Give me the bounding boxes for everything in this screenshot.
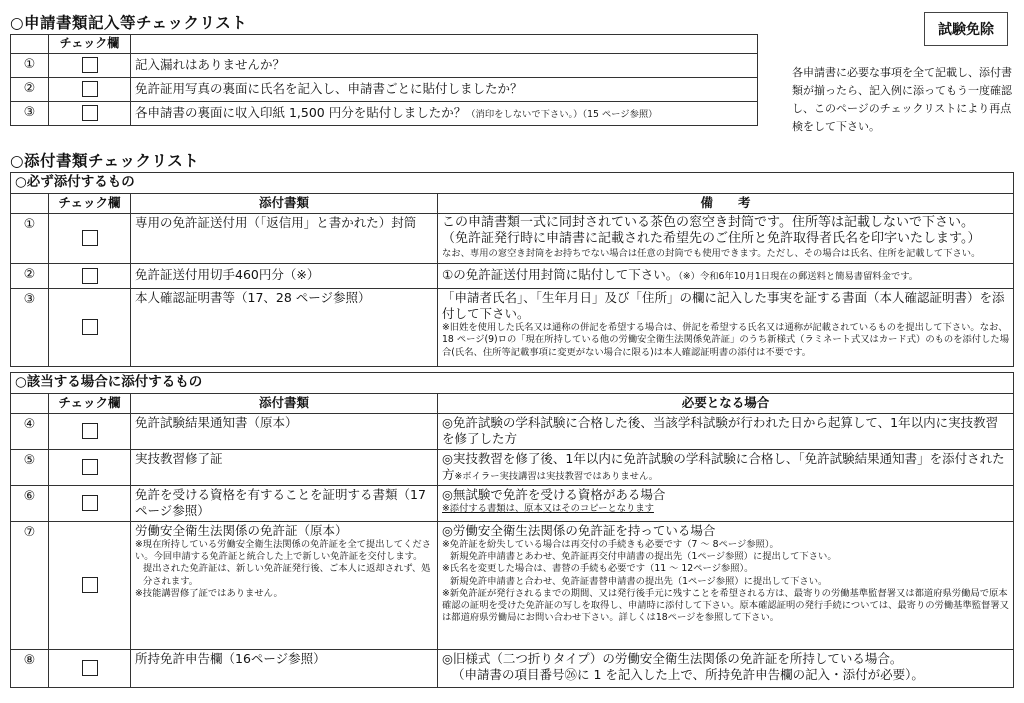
- row-number: ①: [11, 53, 49, 77]
- remark-small: ※旧姓を使用した氏名又は通称の併記を希望する場合は、併記を希望する氏名又は通称が記載されているものを提出して下さい。なお、18 ページ(9)ロの「現在所持している他の労働安全衛生法関係免許証」のうち新様式（ラミネート式又はカード式）のものを添付した場合(氏名、住所等記載事項に変更がない場合に限る)は本人確認証明書の添付は不要です。: [442, 322, 1009, 358]
- case-main: ◎実技教習を修了後、1年以内に免許試験の学科試験に合格し、「免許試験結果通知書」を添付された方: [442, 450, 1005, 482]
- checkbox[interactable]: [82, 423, 98, 439]
- check-column-header: チェック欄: [49, 35, 131, 54]
- remark-line2: （免許証発行時に申請書に記載された希望先のご住所と免許取得者氏名を印字いたします。）: [442, 231, 981, 247]
- table-row: [11, 101, 758, 125]
- document-name: 免許証送付用切手460円分（※）: [131, 263, 438, 288]
- check-column-header: チェック欄: [49, 193, 131, 213]
- remark-small: なお、専用の窓空き封筒をお持ちでない場合は任意の封筒でも使用できます。ただし、その場合は氏名、住所を記載して下さい。: [442, 248, 981, 260]
- document-name: 免許を受ける資格を有することを証明する書類（17ページ参照）: [131, 485, 438, 521]
- case-line2: （申請書の項目番号㉖に 1 を記入した上で、所持免許申告欄の記入・添付が必要）。: [452, 666, 924, 682]
- check-item-note: （消印をしないで下さい。）（15 ページ参照）: [466, 108, 658, 120]
- checkbox[interactable]: [82, 268, 98, 284]
- check-item-text: 記入漏れはありませんか？: [131, 53, 758, 77]
- remark-column-header: 備 考: [438, 193, 1014, 213]
- case-note: ※新免許証が発行されるまでの期間、又は発行後手元に残すことを希望される方は、最寄りの労働基準監督署又は都道府県労働局で原本確認の証明を受けた免許証の写しを取得し、申請時に添付して下さい。原本確認証明の発行手続については、最寄りの労働基準監督署又は都道府県労働局にお問い合わせ下さい。詳しくは18ページを参照して下さい。: [442, 587, 1009, 624]
- remark-main: 「申請者氏名」、「生年月日」及び「住所」の欄に記入した事実を証する書面（本人確認証明書）を添付して下さい。: [442, 289, 1005, 321]
- table-row: [11, 77, 758, 101]
- case-note: 新規免許申請書とあわせ、免許証再交付申請書の提出先（1ページ参照）に提出して下さい。: [450, 551, 837, 563]
- case-note: ※氏名を変更した場合は、書替の手続も必要です（11 ～ 12ページ参照）。: [442, 563, 754, 575]
- remark-main: ①の免許証送付用封筒に貼付して下さい。: [442, 267, 679, 283]
- checkbox[interactable]: [82, 57, 98, 73]
- case-small: ※ボイラー実技講習は実技教習ではありません。: [454, 470, 659, 482]
- table-row: [11, 263, 1014, 288]
- row-number: ②: [11, 263, 49, 288]
- table-row: [11, 449, 1014, 485]
- doc-note: 提出された免許証は、新しい免許証発行後、ご本人に返却されず、処分されます。: [143, 563, 431, 587]
- checkbox[interactable]: [82, 459, 98, 475]
- conditional-subtitle: ○該当する場合に添付するもの: [11, 373, 1014, 394]
- checkbox[interactable]: [82, 495, 98, 511]
- case-small: ※添付する書類は、原本又はそのコピーとなります: [442, 502, 654, 514]
- remark-small: （※）令和6年10月1日現在の郵送料と簡易書留料金です。: [678, 271, 919, 283]
- required-subtitle: ○必ず添付するもの: [11, 173, 1014, 194]
- case-main: ◎免許試験の学科試験に合格した後、当該学科試験が行われた日から起算して、1年以内に実技教習を修了した方: [438, 413, 1014, 449]
- table-row: [11, 649, 1014, 687]
- application-checklist-table: [10, 34, 758, 126]
- document-name: 実技教習修了証: [131, 449, 438, 485]
- row-number: ⑦: [11, 521, 49, 649]
- case-note: 新規免許申請書と合わせ、免許証書替申請書の提出先（1ページ参照）に提出して下さい。: [450, 575, 828, 587]
- exam-exemption-badge: 試験免除: [924, 12, 1008, 46]
- case-main: ◎旧様式（二つ折りタイプ）の労働安全衛生法関係の免許証を所持している場合。: [442, 650, 903, 666]
- row-number: ③: [11, 101, 49, 125]
- section2-title: ○添付書類チェックリスト: [10, 152, 200, 170]
- row-number: ③: [11, 288, 49, 366]
- document-column-header: 添付書類: [131, 393, 438, 413]
- doc-note: ※技能講習修了証ではありません。: [135, 587, 283, 599]
- checkbox[interactable]: [82, 577, 98, 593]
- case-note: ※免許証を紛失している場合は再交付の手続きも必要です（7 ～ 8ページ参照）。: [442, 538, 779, 550]
- checkbox[interactable]: [82, 319, 98, 335]
- table-row: [11, 53, 758, 77]
- case-column-header: 必要となる場合: [438, 393, 1014, 413]
- required-attachments-table: [10, 172, 1014, 367]
- table-row: [11, 413, 1014, 449]
- case-main: ◎労働安全衛生法関係の免許証を持っている場合: [442, 522, 716, 538]
- checkbox[interactable]: [82, 105, 98, 121]
- document-name: 労働安全衛生法関係の免許証（原本）: [135, 522, 348, 538]
- row-number: ⑤: [11, 449, 49, 485]
- checkbox[interactable]: [82, 81, 98, 97]
- conditional-attachments-table: [10, 372, 1014, 688]
- document-name: 免許試験結果通知書（原本）: [131, 413, 438, 449]
- table-row: [11, 485, 1014, 521]
- remark-main: この申請書類一式に同封されている茶色の窓空き封筒です。住所等は記載しないで下さい。: [442, 214, 974, 230]
- checkbox[interactable]: [82, 660, 98, 676]
- checkbox[interactable]: [82, 230, 98, 246]
- section1-title: ○申請書類記入等チェックリスト: [10, 14, 248, 32]
- table-row: [11, 288, 1014, 366]
- check-item-text: 免許証用写真の裏面に氏名を記入し、申請書ごとに貼付しましたか？: [131, 77, 758, 101]
- row-number: ⑧: [11, 649, 49, 687]
- document-name: 本人確認証明書等（17、28 ページ参照）: [131, 288, 438, 366]
- table-row: [11, 213, 1014, 263]
- table-row: [11, 521, 1014, 649]
- document-name: 専用の免許証送付用（「返信用」と書かれた）封筒: [131, 213, 438, 263]
- document-name: 所持免許申告欄（16ページ参照）: [131, 649, 438, 687]
- row-number: ⑥: [11, 485, 49, 521]
- row-number: ①: [11, 213, 49, 263]
- check-item-text: 各申請書の裏面に収入印紙 1,500 円分を貼付しましたか？: [135, 104, 467, 120]
- case-main: ◎無試験で免許を受ける資格がある場合: [442, 486, 666, 502]
- row-number: ②: [11, 77, 49, 101]
- doc-note: ※現在所持している労働安全衛生法関係の免許証を全て提出してください。今回申請する免許証と統合した上で新しい免許証を交付します。: [135, 538, 431, 563]
- side-instruction-note: 各申請書に必要な事項を全て記載し、添付書類が揃ったら、記入例に添ってもう一度確認し、このページのチェックリストにより再点検をして下さい。: [792, 66, 1012, 134]
- document-column-header: 添付書類: [131, 193, 438, 213]
- check-column-header: チェック欄: [49, 393, 131, 413]
- row-number: ④: [11, 413, 49, 449]
